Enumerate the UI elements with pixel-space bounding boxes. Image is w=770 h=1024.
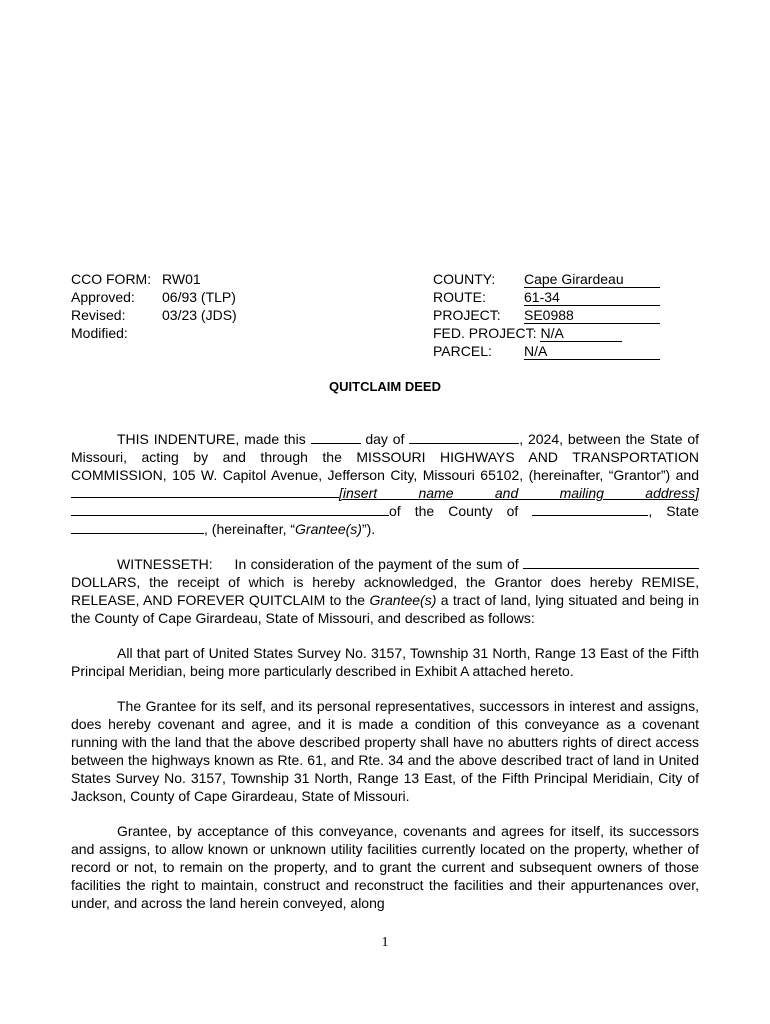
project-value: SE0988 <box>524 308 660 324</box>
hereinafter-text: , (hereinafter, “ <box>204 521 296 537</box>
county-label: COUNTY: <box>433 271 496 287</box>
project-label: PROJECT: <box>433 307 501 323</box>
route-value: 61-34 <box>524 290 660 306</box>
parcel-row <box>433 342 699 360</box>
survey-paragraph: All that part of United States Survey No. 3157, Township 31 North, Range 13 East of the Fifth Principal Meridian, being more particularly described in Exhibit A attached hereto. <box>71 645 699 679</box>
route-label: ROUTE: <box>433 289 486 305</box>
form-value: RW01 <box>162 271 201 287</box>
grantee-placeholder: [insert name and mailing address] <box>339 485 699 501</box>
county-value: Cape Girardeau <box>524 272 660 288</box>
closing-text: ”). <box>361 521 376 537</box>
approved-row <box>71 288 311 306</box>
fed-project-label: FED. PROJECT: <box>433 325 537 341</box>
witnesseth-text: WITNESSETH: In consideration of the payment of the sum of <box>117 556 519 572</box>
indenture-paragraph <box>71 430 699 538</box>
project-row <box>433 306 699 324</box>
page-number: 1 <box>381 935 389 950</box>
fed-project-value: N/A <box>540 326 622 342</box>
modified-row <box>71 324 311 342</box>
grantor-text: , 2024, between the State of Missouri, acting by and through the MISSOURI HIGHWAYS AND TRANSPORTATION COMMISSION, 105 W. Capitol Avenue, Jefferson City, Missouri 65102, (hereinafter, “Grantor”) and <box>71 431 700 483</box>
document-title: QUITCLAIM DEED <box>329 379 441 394</box>
parcel-info-block <box>433 270 699 360</box>
day-blank <box>311 431 361 444</box>
route-row <box>433 288 699 306</box>
state-text: State <box>666 503 699 519</box>
county-row <box>433 270 699 288</box>
day-of-text: day of <box>365 431 405 447</box>
sum-blank <box>523 556 699 569</box>
address-blank <box>71 503 389 516</box>
county-of-text: of the County of <box>389 503 519 519</box>
indenture-text: THIS INDENTURE, made this <box>117 431 306 447</box>
witnesseth-paragraph <box>71 555 699 627</box>
month-blank <box>409 431 519 444</box>
form-info-block <box>71 270 311 342</box>
grantee-name-blank <box>71 485 339 498</box>
revised-row <box>71 306 311 324</box>
tract-text: a tract of land, lying situated and being in the County of Cape Girardeau, State of Missouri, and described as follows: <box>71 592 699 626</box>
deed-page <box>71 0 699 1024</box>
parcel-label: PARCEL: <box>433 343 492 359</box>
approved-value: 06/93 (TLP) <box>162 289 236 305</box>
utility-covenant-paragraph: Grantee, by acceptance of this conveyance, covenants and agrees for itself, its successors and assigns, to allow known or unknown utility facilities currently located on the property, whether of record or not, to remain on the property, and to grant the current and subsequent owners of those facilities the right to maintain, construct and reconstruct the facilities and their appurtenances over, under, and across the land herein conveyed, along <box>71 823 699 911</box>
form-label: CCO FORM: <box>71 271 152 287</box>
revised-value: 03/23 (JDS) <box>162 307 237 323</box>
grantee-county-blank <box>532 503 648 516</box>
grantee-term: Grantee(s) <box>295 521 362 537</box>
grantee-term-2: Grantee(s) <box>369 592 437 608</box>
access-covenant-paragraph: The Grantee for its self, and its personal representatives, successors in interest and assigns, does hereby covenant and agree, and it is made a condition of this conveyance as a covenant running with the land that the above described property shall have no abutters rights of direct access between the highways known as Rte. 61, and Rte. 34 and the above described tract of land in United States Survey No. 3157, Township 31 North, Range 13 East, of the Fifth Principal Meridiain, City of Jackson, County of Cape Girardeau, State of Missouri. <box>71 698 699 804</box>
fed-project-row <box>433 324 699 342</box>
grantee-state-blank <box>71 521 204 534</box>
modified-label: Modified: <box>71 325 128 341</box>
approved-label: Approved: <box>71 289 135 305</box>
dollars-text: DOLLARS, the receipt of which is hereby acknowledged, the Grantor does hereby REMISE, RELEASE, AND FOREVER QUITCLAIM to the <box>71 574 699 608</box>
revised-label: Revised: <box>71 307 126 323</box>
form-row <box>71 270 311 288</box>
parcel-value: N/A <box>524 344 660 360</box>
comma-text: , <box>648 503 653 519</box>
deed-body <box>71 430 699 929</box>
